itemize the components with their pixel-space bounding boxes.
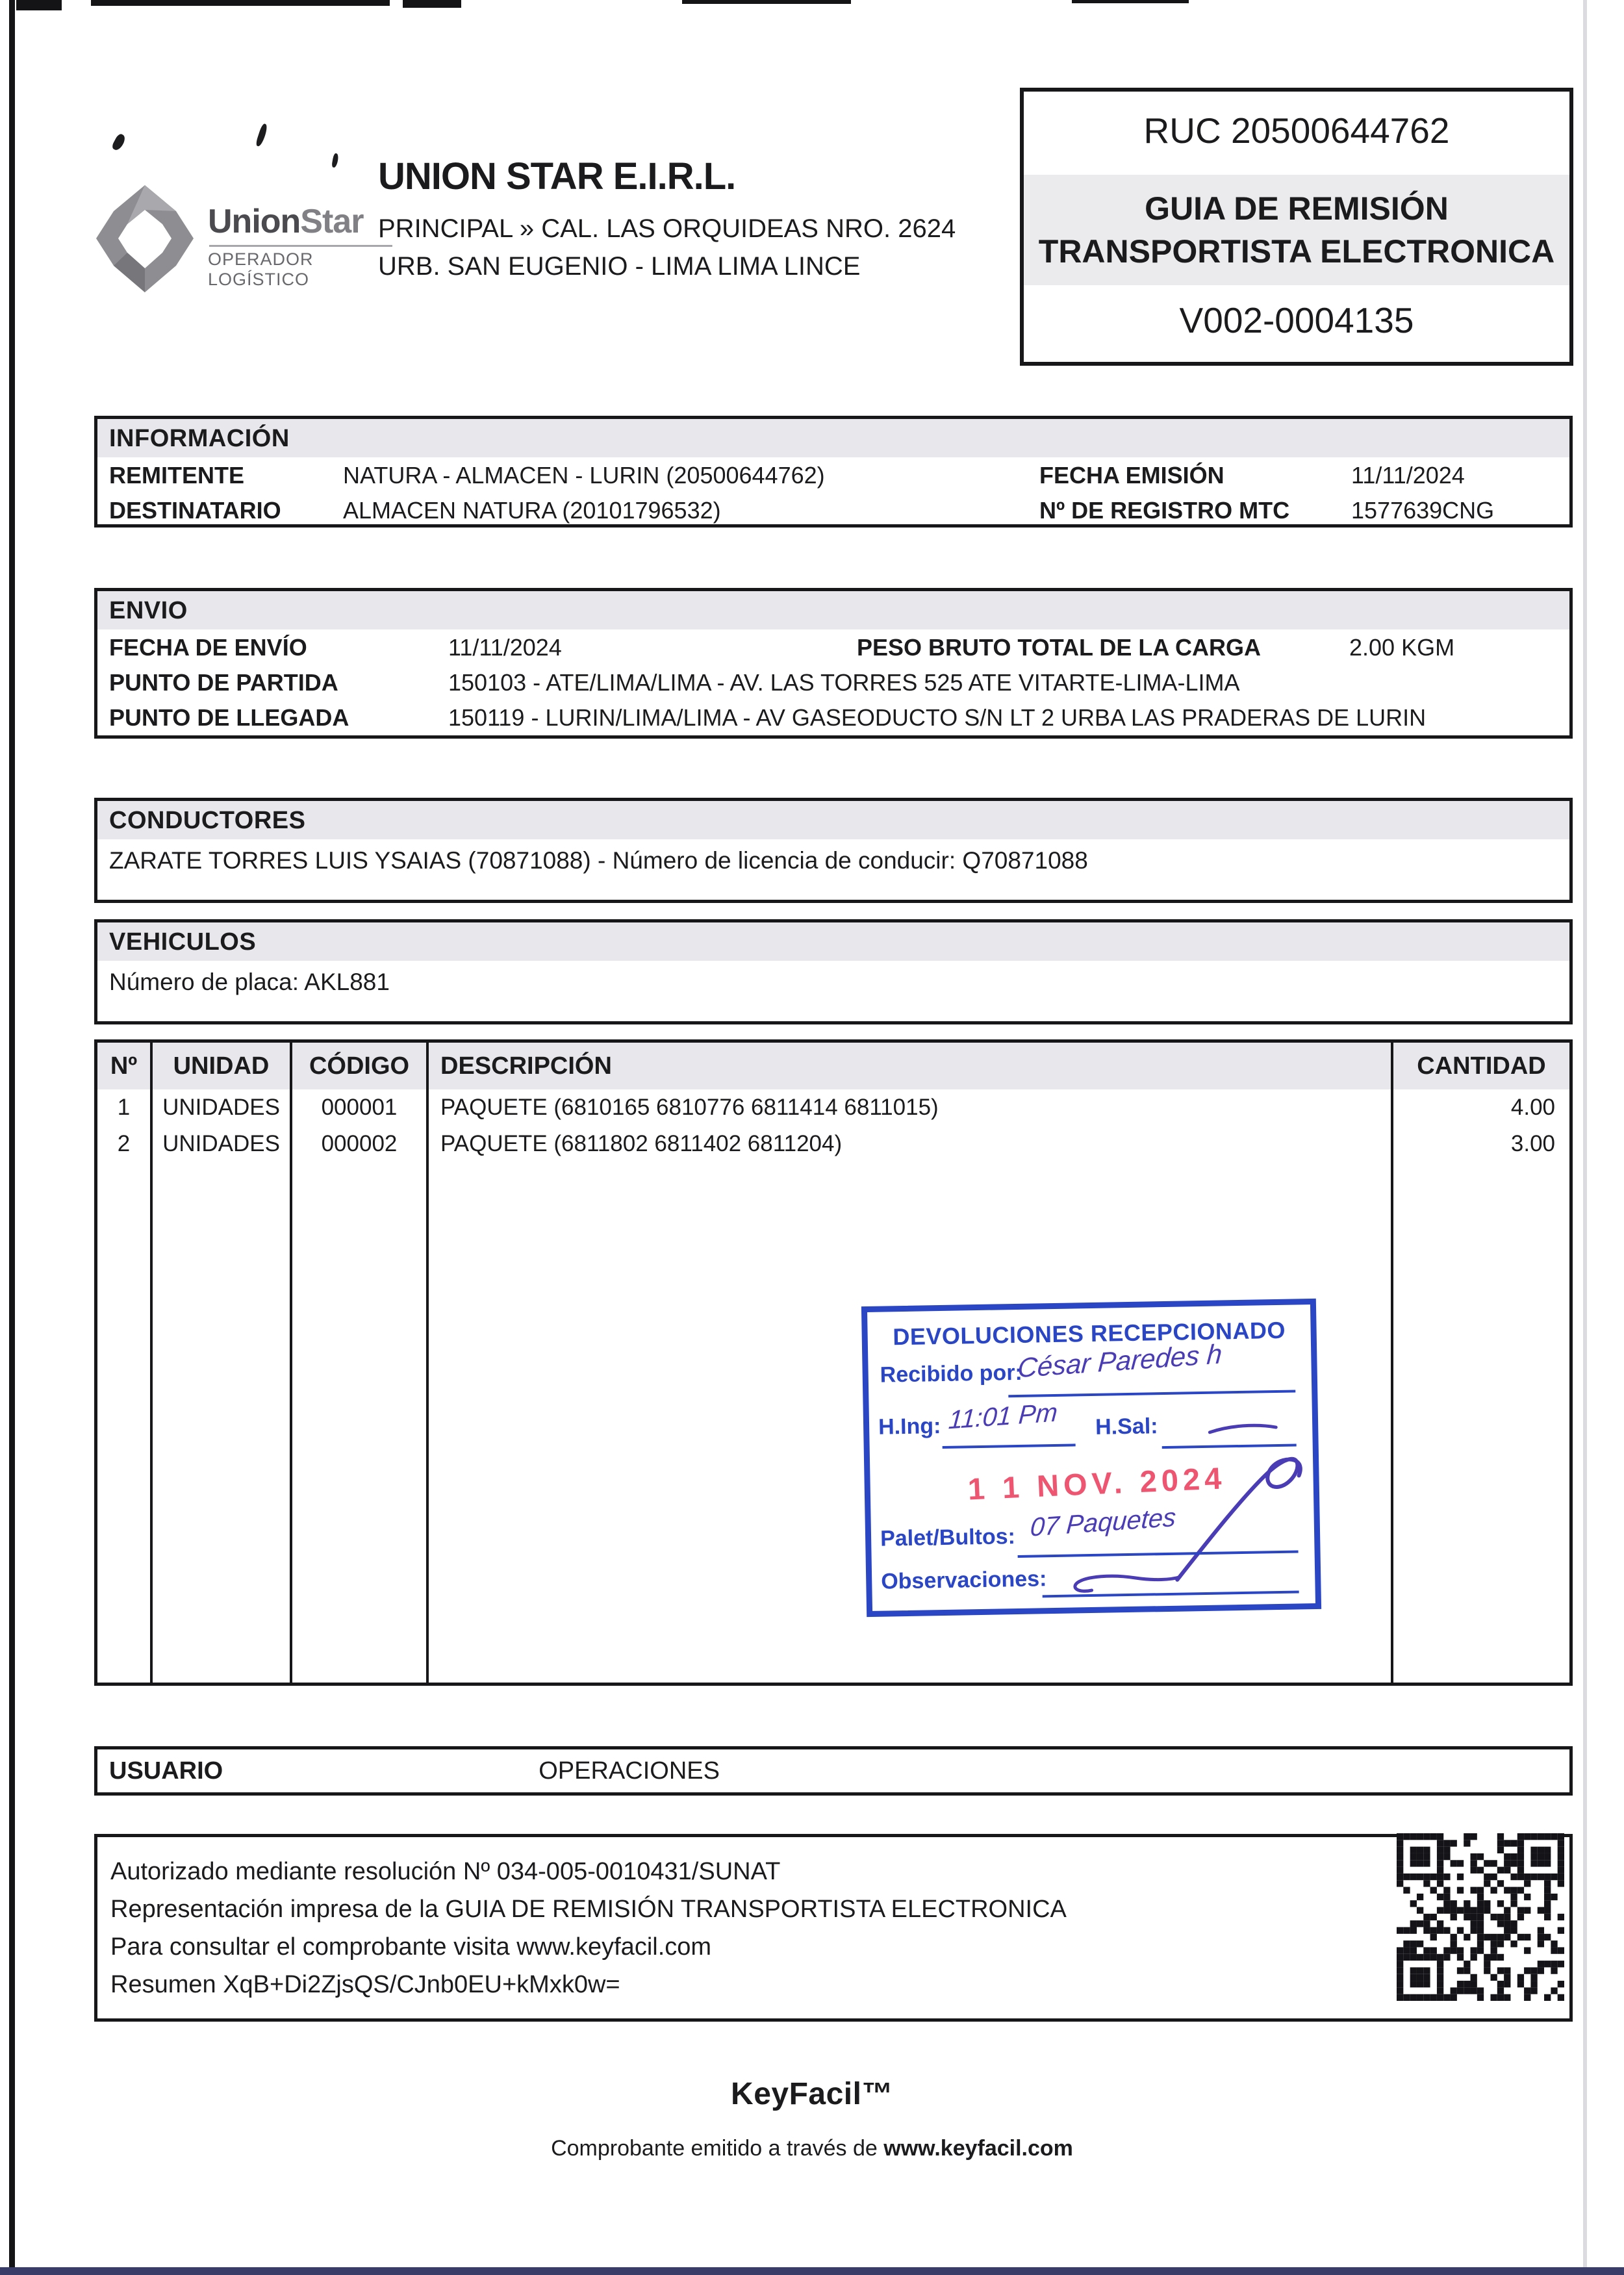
logo-brand — [208, 202, 401, 241]
keyfacil-tagline — [0, 2136, 1624, 2161]
scan-edge-top — [403, 0, 461, 8]
reception-stamp — [861, 1299, 1321, 1617]
hing-handwriting: 11:01 Pm — [947, 1398, 1059, 1435]
punto-llegada-value: 150119 - LURIN/LIMA/LIMA - AV GASEODUCTO S/N LT 2 URBA LAS PRADERAS DE LURIN — [448, 704, 1427, 731]
table-row-cell: 2 — [97, 1126, 153, 1162]
usuario-section — [94, 1746, 1573, 1796]
usuario-value: OPERACIONES — [539, 1757, 720, 1785]
fecha-envio-value: 11/11/2024 — [448, 634, 562, 661]
company-address-line1: PRINCIPAL » CAL. LAS ORQUIDEAS NRO. 2624 — [378, 214, 956, 243]
recibido-por-handwriting: César Paredes h — [1017, 1338, 1223, 1384]
table-filler — [292, 1162, 429, 1683]
table-filler — [153, 1162, 292, 1683]
scan-edge-top — [91, 0, 390, 6]
authorization-box — [94, 1834, 1573, 2022]
punto-partida-label: PUNTO DE PARTIDA — [109, 669, 338, 696]
logo-brand-star: Star — [300, 203, 364, 240]
peso-bruto-label: PESO BRUTO TOTAL DE LA CARGA — [857, 634, 1262, 661]
document-type-line2: TRANSPORTISTA ELECTRONICA — [1038, 233, 1555, 270]
scan-edge-left — [9, 0, 15, 2275]
table-row-cell: 3.00 — [1510, 1131, 1555, 1156]
hing-label: H.Ing: — [878, 1414, 941, 1440]
recibido-line — [1008, 1390, 1295, 1398]
keyfacil-brand: KeyFacil™ — [731, 2077, 893, 2111]
document-type-line1: GUIA DE REMISIÓN — [1145, 190, 1449, 227]
date-stamp: 1 1 NOV. 2024 — [967, 1460, 1227, 1506]
punto-partida-value: 150103 - ATE/LIMA/LIMA - AV. LAS TORRES 525 ATE VITARTE-LIMA-LIMA — [448, 669, 1240, 696]
logo-tagline: OPERADOR LOGÍSTICO — [208, 249, 314, 289]
scan-edge-top — [682, 0, 851, 4]
scan-edge-top — [1072, 0, 1189, 3]
authorization-line1: Autorizado mediante resolución Nº 034-005-0010431/SUNAT — [110, 1858, 781, 1885]
col-header-cantidad: CANTIDAD — [1393, 1043, 1569, 1089]
table-filler — [1393, 1162, 1569, 1683]
logo-brand-union: Union — [208, 203, 301, 240]
table-row-cell: 4.00 — [1510, 1095, 1555, 1120]
vehiculos-section — [94, 919, 1573, 1024]
ink-speck — [111, 133, 127, 152]
hing-line — [943, 1443, 1076, 1449]
col-header-descripcion: DESCRIPCIÓN — [429, 1043, 1393, 1089]
table-row-cell: PAQUETE (6810165 6810776 6811414 6811015) — [429, 1089, 1393, 1126]
authorization-line4: Resumen XqB+Di2ZjsQS/CJnb0EU+kMxk0w= — [110, 1971, 620, 1998]
conductores-title: CONDUCTORES — [97, 801, 1569, 839]
punto-llegada-label: PUNTO DE LLEGADA — [109, 704, 349, 731]
palet-bultos-label: Palet/Bultos: — [880, 1524, 1016, 1551]
remitente-label: REMITENTE — [109, 462, 245, 489]
observaciones-label: Observaciones: — [880, 1566, 1047, 1594]
table-row-cell: 000002 — [292, 1126, 429, 1162]
company-address-line2: URB. SAN EUGENIO - LIMA LIMA LINCE — [378, 252, 861, 281]
table-row-cell: UNIDADES — [153, 1126, 292, 1162]
ruc-number: RUC 20500644762 — [1143, 110, 1450, 151]
signature-handwriting — [1169, 1444, 1314, 1583]
remitente-value: NATURA - ALMACEN - LURIN (20500644762) — [343, 462, 825, 489]
table-row-cell: UNIDADES — [153, 1089, 292, 1126]
destinatario-value: ALMACEN NATURA (20101796532) — [343, 497, 721, 524]
vehiculo-detail: Número de placa: AKL881 — [109, 969, 390, 995]
peso-bruto-value: 2.00 KGM — [1349, 634, 1455, 661]
authorization-line3: Para consultar el comprobante visita www.keyfacil.com — [110, 1933, 712, 1961]
informacion-title: INFORMACIÓN — [97, 419, 1569, 457]
ink-speck — [255, 123, 269, 147]
logo-rule — [209, 245, 392, 247]
fecha-emision-label: FECHA EMISIÓN — [1039, 462, 1224, 489]
qr-code-icon — [1397, 1833, 1564, 2001]
fecha-emision-value: 11/11/2024 — [1351, 462, 1465, 489]
usuario-label: USUARIO — [109, 1757, 223, 1785]
document-type — [1024, 175, 1569, 285]
col-header-unidad: UNIDAD — [153, 1043, 292, 1089]
scan-edge-right — [1583, 0, 1587, 2275]
destinatario-label: DESTINATARIO — [109, 497, 281, 524]
registro-mtc-value: 1577639CNG — [1351, 497, 1495, 524]
stamp-title: DEVOLUCIONES RECEPCIONADO — [893, 1316, 1286, 1351]
vehiculos-title: VEHICULOS — [97, 922, 1569, 961]
envio-title: ENVIO — [97, 591, 1569, 629]
hsal-label: H.Sal: — [1095, 1414, 1158, 1440]
registro-mtc-label: Nº DE REGISTRO MTC — [1039, 497, 1290, 524]
document-number: V002-0004135 — [1179, 300, 1414, 340]
ink-speck — [331, 153, 339, 168]
scan-edge-bottom — [0, 2267, 1624, 2275]
envio-section — [94, 588, 1573, 739]
informacion-section — [94, 416, 1573, 527]
document-id-box — [1020, 88, 1573, 366]
conductor-detail: ZARATE TORRES LUIS YSAIAS (70871088) - Número de licencia de conducir: Q70871088 — [109, 847, 1088, 874]
company-name: UNION STAR E.I.R.L. — [378, 155, 736, 197]
scan-edge-top — [16, 0, 62, 10]
fecha-envio-label: FECHA DE ENVÍO — [109, 634, 307, 661]
star-logo-icon — [96, 185, 194, 292]
hsal-dash-handwriting — [1207, 1421, 1278, 1436]
palet-bultos-handwriting: 07 Paquetes — [1029, 1503, 1177, 1542]
col-header-num: Nº — [97, 1043, 153, 1089]
col-header-codigo: CÓDIGO — [292, 1043, 429, 1089]
conductores-section — [94, 798, 1573, 903]
keyfacil-tagline-domain: www.keyfacil.com — [883, 2136, 1073, 2161]
authorization-line2: Representación impresa de la GUIA DE REMISIÓN TRANSPORTISTA ELECTRONICA — [110, 1896, 1067, 1923]
table-row-cell: PAQUETE (6811802 6811402 6811204) — [429, 1126, 1393, 1162]
items-table — [94, 1039, 1573, 1686]
table-filler — [97, 1162, 153, 1683]
table-row-cell: 1 — [97, 1089, 153, 1126]
table-row-cell: 000001 — [292, 1089, 429, 1126]
keyfacil-tagline-prefix: Comprobante emitido a través de — [551, 2136, 884, 2161]
qr-code — [1397, 1833, 1564, 2001]
recibido-por-label: Recibido por: — [880, 1360, 1023, 1388]
